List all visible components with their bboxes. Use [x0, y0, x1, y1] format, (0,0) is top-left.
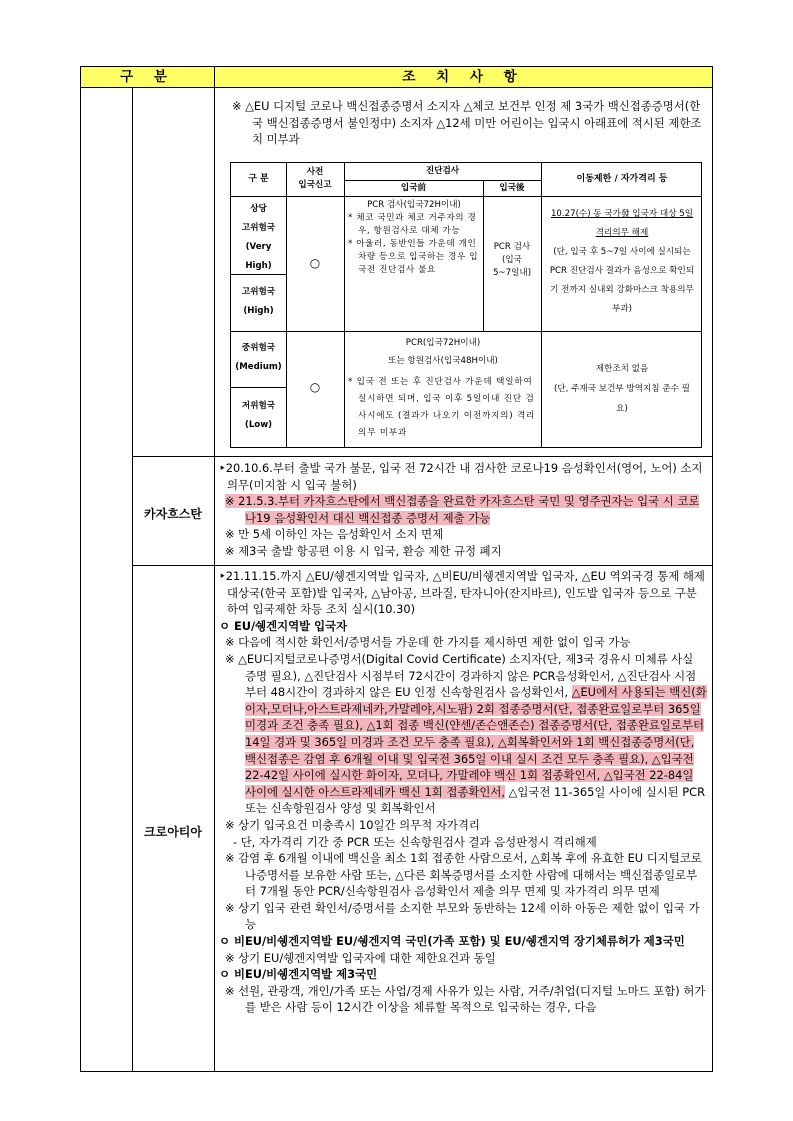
high-mark: ○: [309, 256, 321, 270]
low-mark: ○: [309, 380, 321, 394]
region-column: [81, 88, 133, 1071]
low-restrict: 제한조치 없음 (단, 주재국 보건부 방역지침 준수 필요): [554, 364, 690, 414]
section-non-eu-citizens: ㅇ 비EU/비쉥겐지역발 EU/쉥겐지역 국민(가족 포함) 및 EU/쉥겐지역 장기체류허가 제3국민: [219, 934, 685, 949]
highlight-text: ※ 21.5.3.부터 카자흐스탄에서 백신접종을 완료한 카자흐스탄 국민 및 영주권자는 입국 시 코로나19 음성확인서 대신 백신접종 증명서 제출 가능: [225, 494, 700, 525]
section-non-eu-third-country: ㅇ 비EU/비쉥겐지역발 제3국민: [219, 967, 378, 982]
high-before: PCR 검사(입국72H이내) * 체코 국민과 체코 거주자의 경우, 항원검사로 대체 가능 * 아울러, 동반인들 가운데 개인 차량 등으로 입국하는 경우 입국전 진단검사 불요: [348, 200, 479, 275]
col-test: 진단검사: [425, 166, 460, 176]
table-header: [81, 67, 712, 88]
col-gubun: 구 분: [248, 174, 269, 184]
row-very-high: 상당 고위험국 (Very High): [241, 204, 276, 271]
header-measures: 조 치 사 항: [402, 69, 525, 85]
row-divider: [132, 456, 712, 457]
high-after: PCR 검사 (입국 5~7일내): [492, 242, 532, 278]
row-low: 저위험국 (Low): [241, 401, 276, 430]
section-eu: ㅇ EU/쉥겐지역발 입국자: [219, 618, 348, 633]
country-kazakhstan: 카자흐스탄: [144, 507, 202, 521]
row-divider: [132, 565, 712, 566]
croatia-content: ‣21.11.15.까지 △EU/쉥겐지역발 입국자, △비EU/비쉥겐지역발 입국자, △EU 역외국경 통제 해제 대상국(한국 포함)발 입국자, △남아공, 브라질, 탄자니아(잔지바르), 인도발 입국자 등으로 구분하여 입국제한 차등 조치 실시(10.30) ㅇ EU/쉥겐지역발 입국자 ※ 다음에 적시한 확인서/증명서들 가운데 한 가지를 제시하면 제한 없이 입국 가능 ※ △EU디지털코로나증명서(Digital Covid Certificate) 소지자(단, 제3국 경유시 미체류 사실 증명 필요), △진단검사 시점부터 72시간이 경과하지 않은 PCR음성확인서, △진단검사 시점부터 48시간이 경과하지 않은 EU 인정 신속항원검사 음성확인서, △EU에서 사용되는 백신(화이자,모더나,아스트라제네카,가말레야,시노팜) 2회 접종증명서(단, 접종완료일로부터 365일 미경과 조건 충족 필요), △1회 접종 백신(얀센/존슨앤존슨) 접종증명서(단, 접종완료일로부터 14일 경과 및 365일 미경과 조건 모두 충족 필요), △회복확인서와 1회 백신접종증명서(단, 백신접종은 감염 후 6개월 이내 및 입국전 365일 이내 실시 조건 모두 충족 필요), △입국전 22-42일 사이에 실시한 화이자, 모더나, 가말레야 백신 1회 접종확인서, △입국전 22-84일 사이에 실시한 아스트라제네카 백신 1회 접종확인서, △입국전 11-365일 사이에 실시된 PCR 또는 신속항원검사 양성 및 회복확인서 ※ 상기 입국요건 미충족시 10일간 의무적 자가격리 - 단, 자가격리 기간 중 PCR 또는 신속항원검사 결과 음성판정시 격리해제 ※ 감염 후 6개월 이내에 백신을 최소 1회 접종한 사람으로서, △회복 후에 유효한 EU 디지털코로나증명서를 보유한 사람 또는, △다른 회복증명서를 소지한 사람에 대해서는 백신접종일로부터 7개월 동안 PCR/신속항원검사 음성확인서 제출 의무 면제 및 자가격리 의무 면제 ※ 상기 입국 관련 확인서/증명서를 소지한 부모와 동반하는 12세 이하 아동은 제한 없이 입국 가능 ㅇ 비EU/비쉥겐지역발 EU/쉥겐지역 국민(가족 포함) 및 EU/쉥겐지역 장기체류허가 제3국민 ※ 상기 EU/쉥겐지역발 입국자에 대한 제한요건과 동일 ㅇ 비EU/비쉥겐지역발 제3국민 ※ 선원, 관광객, 개인/가족 또는 사업/경제 사유가 있는 사람, 거주/취업(디지털 노마드 포함) 허가를 받은 사람 등이 12시간 이상을 체류할 목적으로 입국하는 경우, 다음: [219, 569, 707, 1015]
highlight-text: △EU에서 사용되는 백신(화이자,모더나,아스트라제네카,가말레야,시노팜) 2회 접종증명서(단, 접종완료일로부터 365일 미경과 조건 충족 필요), △1회 접종 백신(얀센/존슨앤존슨) 접종증명서(단, 접종완료일로부터 14일 경과 및 365일 미경과 조건 모두 충족 필요), △회복확인서와 1회 백신접종증명서(단, 백신접종은 감염 후 6개월 이내 및 입국전 365일 이내 실시 조건 모두 충족 필요), △입국전 22-42일 사이에 실시한 화이자, 모더나, 가말레야 백신 1회 접종확인서, △입국전 22-84일 사이에 실시한 아스트라제네카 백신 1회 접종확인서,: [245, 685, 707, 799]
col-prereport: 사전 입국신고: [298, 167, 332, 190]
row-medium: 중위험국 (Medium): [235, 343, 282, 372]
country-croatia: 크로아티아: [144, 825, 202, 839]
risk-table: [230, 162, 702, 448]
col-after: 입국後: [499, 183, 525, 193]
low-test: PCR(입국72H이내) 또는 항원검사(입국48H이내) * 입국 전 또는 후 진단검사 가운데 택일하여 실시하면 되며, 입국 이후 5일이내 진단 검사시에도 (결과가 나오기 이전까지의) 격리의무 미부과: [348, 338, 536, 438]
col-restrict: 이동제한 / 자가격리 등: [576, 174, 668, 184]
eu-conditions: ※ △EU디지털코로나증명서(Digital Covid Certificate) 소지자(단, 제3국 경유시 미체류 사실 증명 필요), △진단검사 시점부터 72시간이 경과하지 않은 PCR음성확인서, △진단검사 시점부터 48시간이 경과하지 않은 EU 인정 신속항원검사 음성확인서, △EU에서 사용되는 백신(화이자,모더나,아스트라제네카,가말레야,시노팜) 2회 접종증명서(단, 접종완료일로부터 365일 미경과 조건 충족 필요), △1회 접종 백신(얀센/존슨앤존슨) 접종증명서(단, 접종완료일로부터 14일 경과 및 365일 미경과 조건 모두 충족 필요), △회복확인서와 1회 백신접종증명서(단, 백신접종은 감염 후 6개월 이내 및 입국전 365일 이내 실시 조건 모두 충족 필요), △입국전 22-42일 사이에 실시한 화이자, 모더나, 가말레야 백신 1회 접종확인서, △입국전 22-84일 사이에 실시한 아스트라제네카 백신 1회 접종확인서, △입국전 11-365일 사이에 실시된 PCR 또는 신속항원검사 양성 및 회복확인서: [225, 651, 707, 816]
intro-note: ※ △EU 디지털 코로나 백신접종증명서 소지자 △체코 보건부 인정 제 3국가 백신접종증명서(한국 백신접종증명서 불인정中) 소지자 △12세 미만 어린이는 입국시 아래표에 적시된 제한조치 미부과: [232, 99, 702, 147]
header-category: 구 분: [81, 67, 215, 87]
kazakhstan-content: ‣20.10.6.부터 출발 국가 불문, 입국 전 72시간 내 검사한 코로나19 음성확인서(영어, 노어) 소지 의무(미지참 시 입국 불허) ※ 21.5.3.부터 카자흐스탄에서 백신접종을 완료한 카자흐스탄 국민 및 영주권자는 입국 시 코로나19 음성확인서 대신 백신접종 증명서 제출 가능 ※ 만 5세 이하인 자는 음성확인서 소지 면제 ※ 제3국 출발 항공편 이용 시 입국, 환승 제한 규정 폐지: [219, 461, 703, 558]
high-restrict: 10.27(수) 동 국가發 입국자 대상 5일 격리의무 해제 (단, 입국 후 5~7일 사이에 실시되는 PCR 진단검사 결과가 음성으로 확인되기 전까지 실내외 강화마스크 착용의무 부과): [549, 209, 695, 314]
col-before: 입국前: [400, 183, 427, 193]
row-high: 고위험국 (High): [241, 287, 276, 316]
country-column: [132, 88, 215, 1071]
